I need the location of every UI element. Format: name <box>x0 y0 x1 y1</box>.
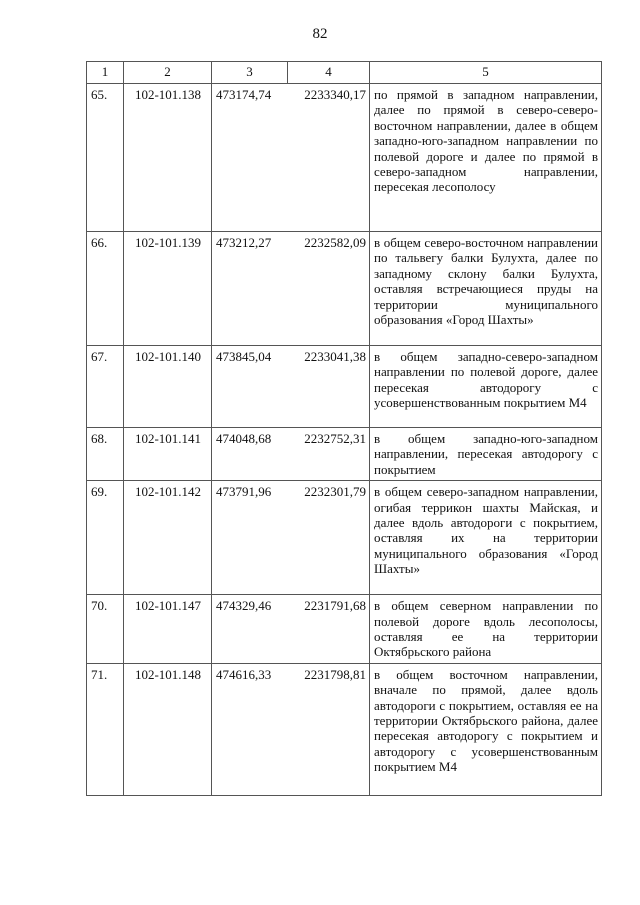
row-number: 69. <box>87 481 124 595</box>
point-code: 102-101.142 <box>124 481 212 595</box>
route-description: в общем западно-северо-западном направлении по полевой дороге, далее пересекая автодорогу с усовершенствованным покрытием М4 <box>370 346 602 428</box>
coordinate-x: 473174,74 <box>212 84 288 232</box>
table-row <box>87 428 602 481</box>
row-number: 66. <box>87 232 124 346</box>
coordinate-y: 2232582,09 <box>288 232 370 346</box>
point-code: 102-101.141 <box>124 428 212 481</box>
coordinate-x: 474329,46 <box>212 595 288 664</box>
coordinate-y: 2231791,68 <box>288 595 370 664</box>
route-description: в общем восточном направлении, вначале по прямой, далее вдоль автодороги с покрытием, оставляя ее на территории Октябрьского района, далее пересекая автодорогу с покрытием и автодорогу с усовершенствованным покрытием М4 <box>370 663 602 795</box>
row-number: 67. <box>87 346 124 428</box>
route-description: по прямой в западном направлении, далее по прямой в северо-северо-восточном направлении, далее в общем западно-юго-западном направлении по полевой дороге и далее по прямой в северо-западном направлении, пересекая лесополосу <box>370 84 602 232</box>
route-description: в общем северо-восточном направлении по тальвегу балки Булухта, далее по западному склону балки Булухта, оставляя встречающиеся пруды на территории муниципального образования «Город Шахты» <box>370 232 602 346</box>
table-row <box>87 346 602 428</box>
row-number: 70. <box>87 595 124 664</box>
route-description: в общем западно-юго-западном направлении, пересекая автодорогу с покрытием <box>370 428 602 481</box>
table-row <box>87 481 602 595</box>
row-number: 65. <box>87 84 124 232</box>
coordinate-x: 473845,04 <box>212 346 288 428</box>
coordinate-y: 2232301,79 <box>288 481 370 595</box>
header-col-2: 2 <box>124 62 212 84</box>
coordinate-y: 2232752,31 <box>288 428 370 481</box>
coordinate-x: 473791,96 <box>212 481 288 595</box>
coordinate-y: 2233340,17 <box>288 84 370 232</box>
row-number: 71. <box>87 663 124 795</box>
table-row <box>87 84 602 232</box>
coordinate-x: 474616,33 <box>212 663 288 795</box>
point-code: 102-101.139 <box>124 232 212 346</box>
table-row <box>87 663 602 795</box>
coordinate-x: 473212,27 <box>212 232 288 346</box>
coordinate-x: 474048,68 <box>212 428 288 481</box>
boundary-table <box>86 61 602 796</box>
table-header <box>87 62 602 84</box>
coordinate-y: 2233041,38 <box>288 346 370 428</box>
point-code: 102-101.147 <box>124 595 212 664</box>
page-number: 82 <box>312 26 328 42</box>
header-col-5: 5 <box>370 62 602 84</box>
route-description: в общем северном направлении по полевой дороге вдоль лесополосы, оставляя ее на территории Октябрьского района <box>370 595 602 664</box>
row-number: 68. <box>87 428 124 481</box>
coordinate-y: 2231798,81 <box>288 663 370 795</box>
table-row <box>87 595 602 664</box>
header-col-3: 3 <box>212 62 288 84</box>
table-row <box>87 232 602 346</box>
point-code: 102-101.148 <box>124 663 212 795</box>
route-description: в общем северо-западном направлении, огибая террикон шахты Майская, и далее вдоль автодороги с покрытием, оставляя их на территории муниципального образования «Город Шахты» <box>370 481 602 595</box>
header-col-4: 4 <box>288 62 370 84</box>
point-code: 102-101.138 <box>124 84 212 232</box>
header-col-1: 1 <box>87 62 124 84</box>
point-code: 102-101.140 <box>124 346 212 428</box>
